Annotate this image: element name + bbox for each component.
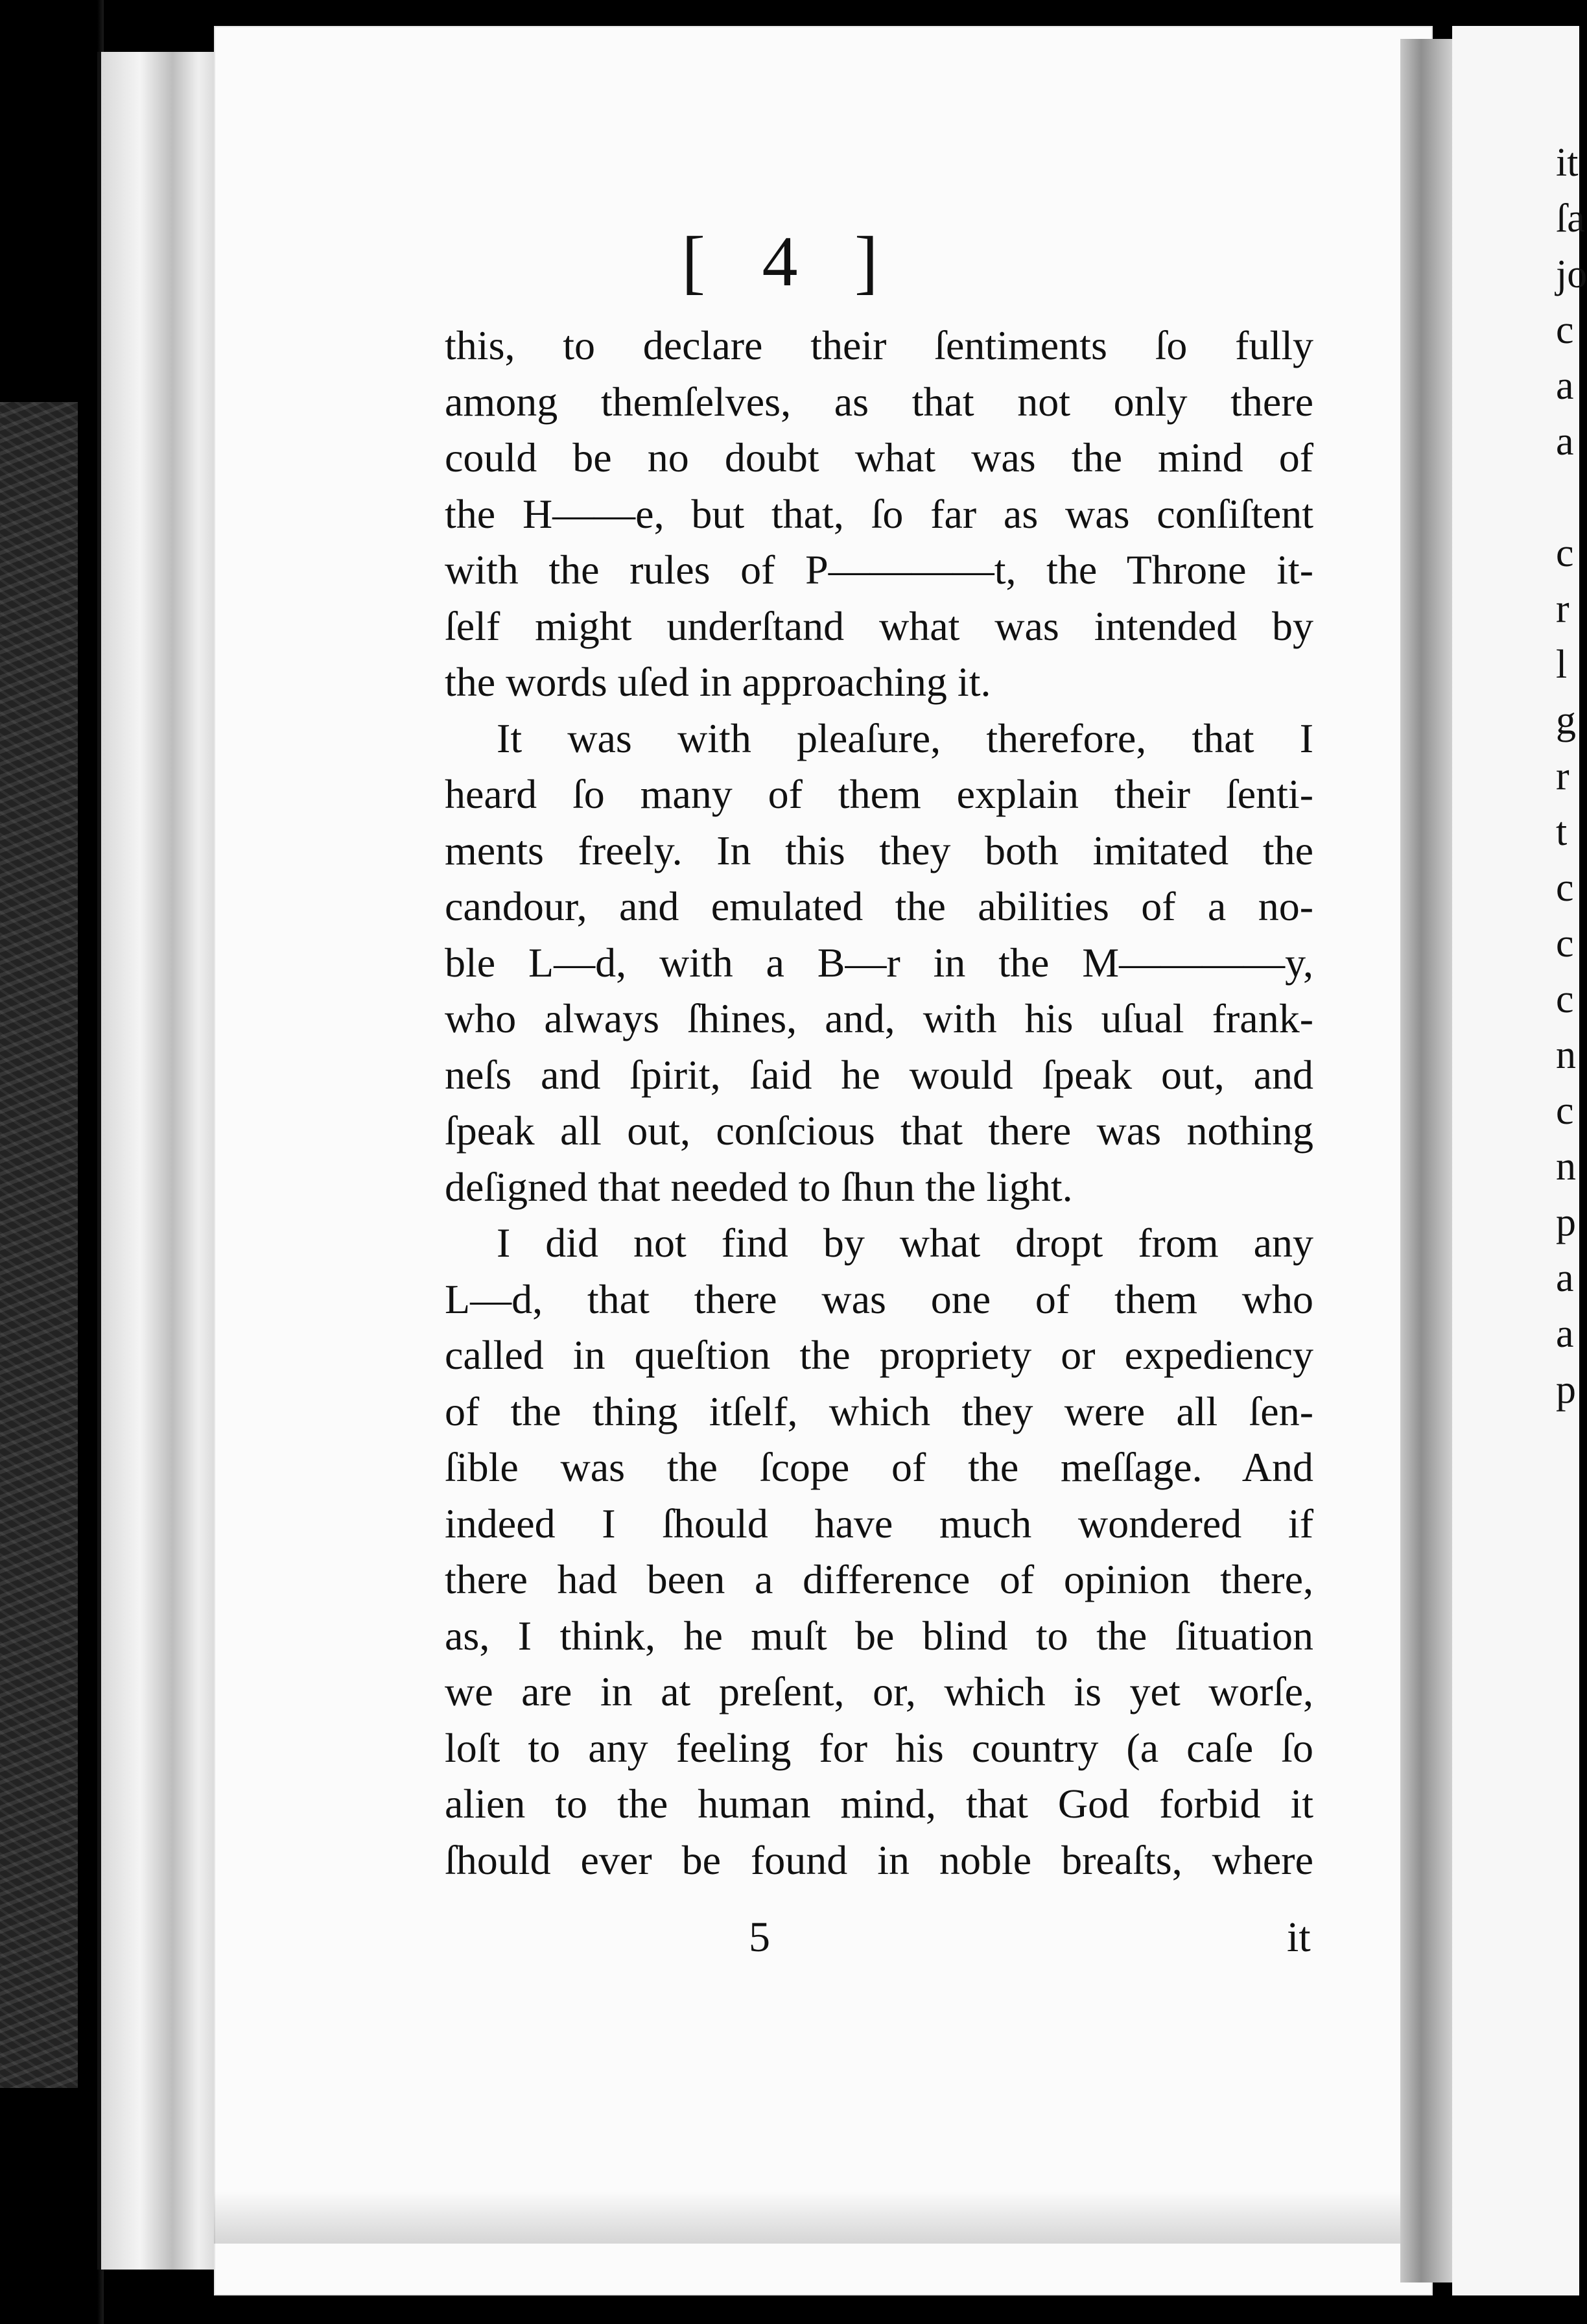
text-line: candour, and emulated the abilities of a no- xyxy=(445,883,1313,929)
next-page-fragment: p xyxy=(1556,1368,1576,1412)
next-page-fragment: ſa xyxy=(1556,196,1585,241)
next-page-fragment: t xyxy=(1556,810,1568,854)
next-page-fragment: l xyxy=(1556,643,1568,687)
next-page-fragment: it xyxy=(1556,141,1579,185)
next-page-fragment: p xyxy=(1556,1200,1576,1244)
next-page-fragment: r xyxy=(1556,754,1569,798)
text-line: the H——e, but that, ſo far as was conſiſtent xyxy=(445,490,1313,537)
text-line: ſpeak all out, conſcious that there was nothing xyxy=(445,1108,1313,1154)
text-line: L—d, that there was one of them who xyxy=(445,1275,1313,1322)
text-line: the words uſed in approaching it. xyxy=(445,659,991,705)
next-page-fragment: n xyxy=(1556,1144,1576,1189)
next-page-fragment: a xyxy=(1556,420,1574,464)
next-page-fragment: c xyxy=(1556,531,1574,575)
text-line: ſhould ever be found in noble breaſts, where xyxy=(445,1836,1313,1883)
next-page-fragment: a xyxy=(1556,1312,1574,1356)
text-line: heard ſo many of them explain their ſenti- xyxy=(445,771,1313,817)
text-line: could be no doubt what was the mind of xyxy=(445,434,1313,480)
text-line: of the thing itſelf, which they were all ſen- xyxy=(445,1388,1313,1434)
next-page-fragment: c xyxy=(1556,921,1574,966)
next-page-fragment: c xyxy=(1556,1089,1574,1133)
text-line: we are in at preſent, or, which is yet worſe, xyxy=(445,1668,1313,1714)
body-text xyxy=(445,318,1313,1888)
next-page-fragment: a xyxy=(1556,1256,1574,1300)
text-line: indeed I ſhould have much wondered if xyxy=(445,1500,1313,1547)
text-line: I did not find by what dropt from any xyxy=(497,1220,1313,1266)
signature-mark: 5 xyxy=(749,1914,770,1961)
next-page-fragment: a xyxy=(1556,364,1574,408)
text-line: as, I think, he muſt be blind to the ſituation xyxy=(445,1612,1313,1659)
page-number: [ 4 ] xyxy=(681,222,898,301)
marbled-endpaper xyxy=(0,402,78,2088)
text-line: among themſelves, as that not only there xyxy=(445,378,1313,425)
catchword: it xyxy=(1287,1914,1311,1961)
book-spine xyxy=(97,52,224,2270)
text-line: ſelf might underſtand what was intended by xyxy=(445,602,1313,649)
text-line: ments freely. In this they both imitated the xyxy=(445,827,1313,873)
page-shadow xyxy=(214,2192,1433,2244)
next-page-fragment: g xyxy=(1556,698,1576,742)
next-page-fragment: c xyxy=(1556,308,1574,352)
next-page-fragment: n xyxy=(1556,1033,1576,1077)
text-line: ſible was the ſcope of the meſſage. And xyxy=(445,1444,1313,1490)
text-line: there had been a difference of opinion there, xyxy=(445,1556,1313,1602)
text-line: deſigned that needed to ſhun the light. xyxy=(445,1163,1073,1210)
text-line: called in queſtion the propriety or expediency xyxy=(445,1332,1313,1378)
next-page-fragment: r xyxy=(1556,587,1569,631)
text-line: alien to the human mind, that God forbid it xyxy=(445,1781,1313,1827)
text-line: neſs and ſpirit, ſaid he would ſpeak out, and xyxy=(445,1051,1313,1098)
next-page-fragment: jo xyxy=(1556,252,1587,296)
text-line: who always ſhines, and, with his uſual frank- xyxy=(445,995,1313,1041)
next-page-fragment: c xyxy=(1556,977,1574,1021)
next-page-fragment: c xyxy=(1556,866,1574,910)
text-line: ble L—d, with a B—r in the M————y, xyxy=(445,939,1313,986)
book-gutter xyxy=(1400,39,1452,2282)
text-line: It was with pleaſure, therefore, that I xyxy=(497,715,1313,761)
text-line: with the rules of P————t, the Throne it- xyxy=(445,547,1313,593)
text-line: this, to declare their ſentiments ſo fully xyxy=(445,322,1313,368)
next-page-partial xyxy=(1452,26,1587,2295)
text-line: loſt to any feeling for his country (a caſe ſo xyxy=(445,1724,1313,1771)
